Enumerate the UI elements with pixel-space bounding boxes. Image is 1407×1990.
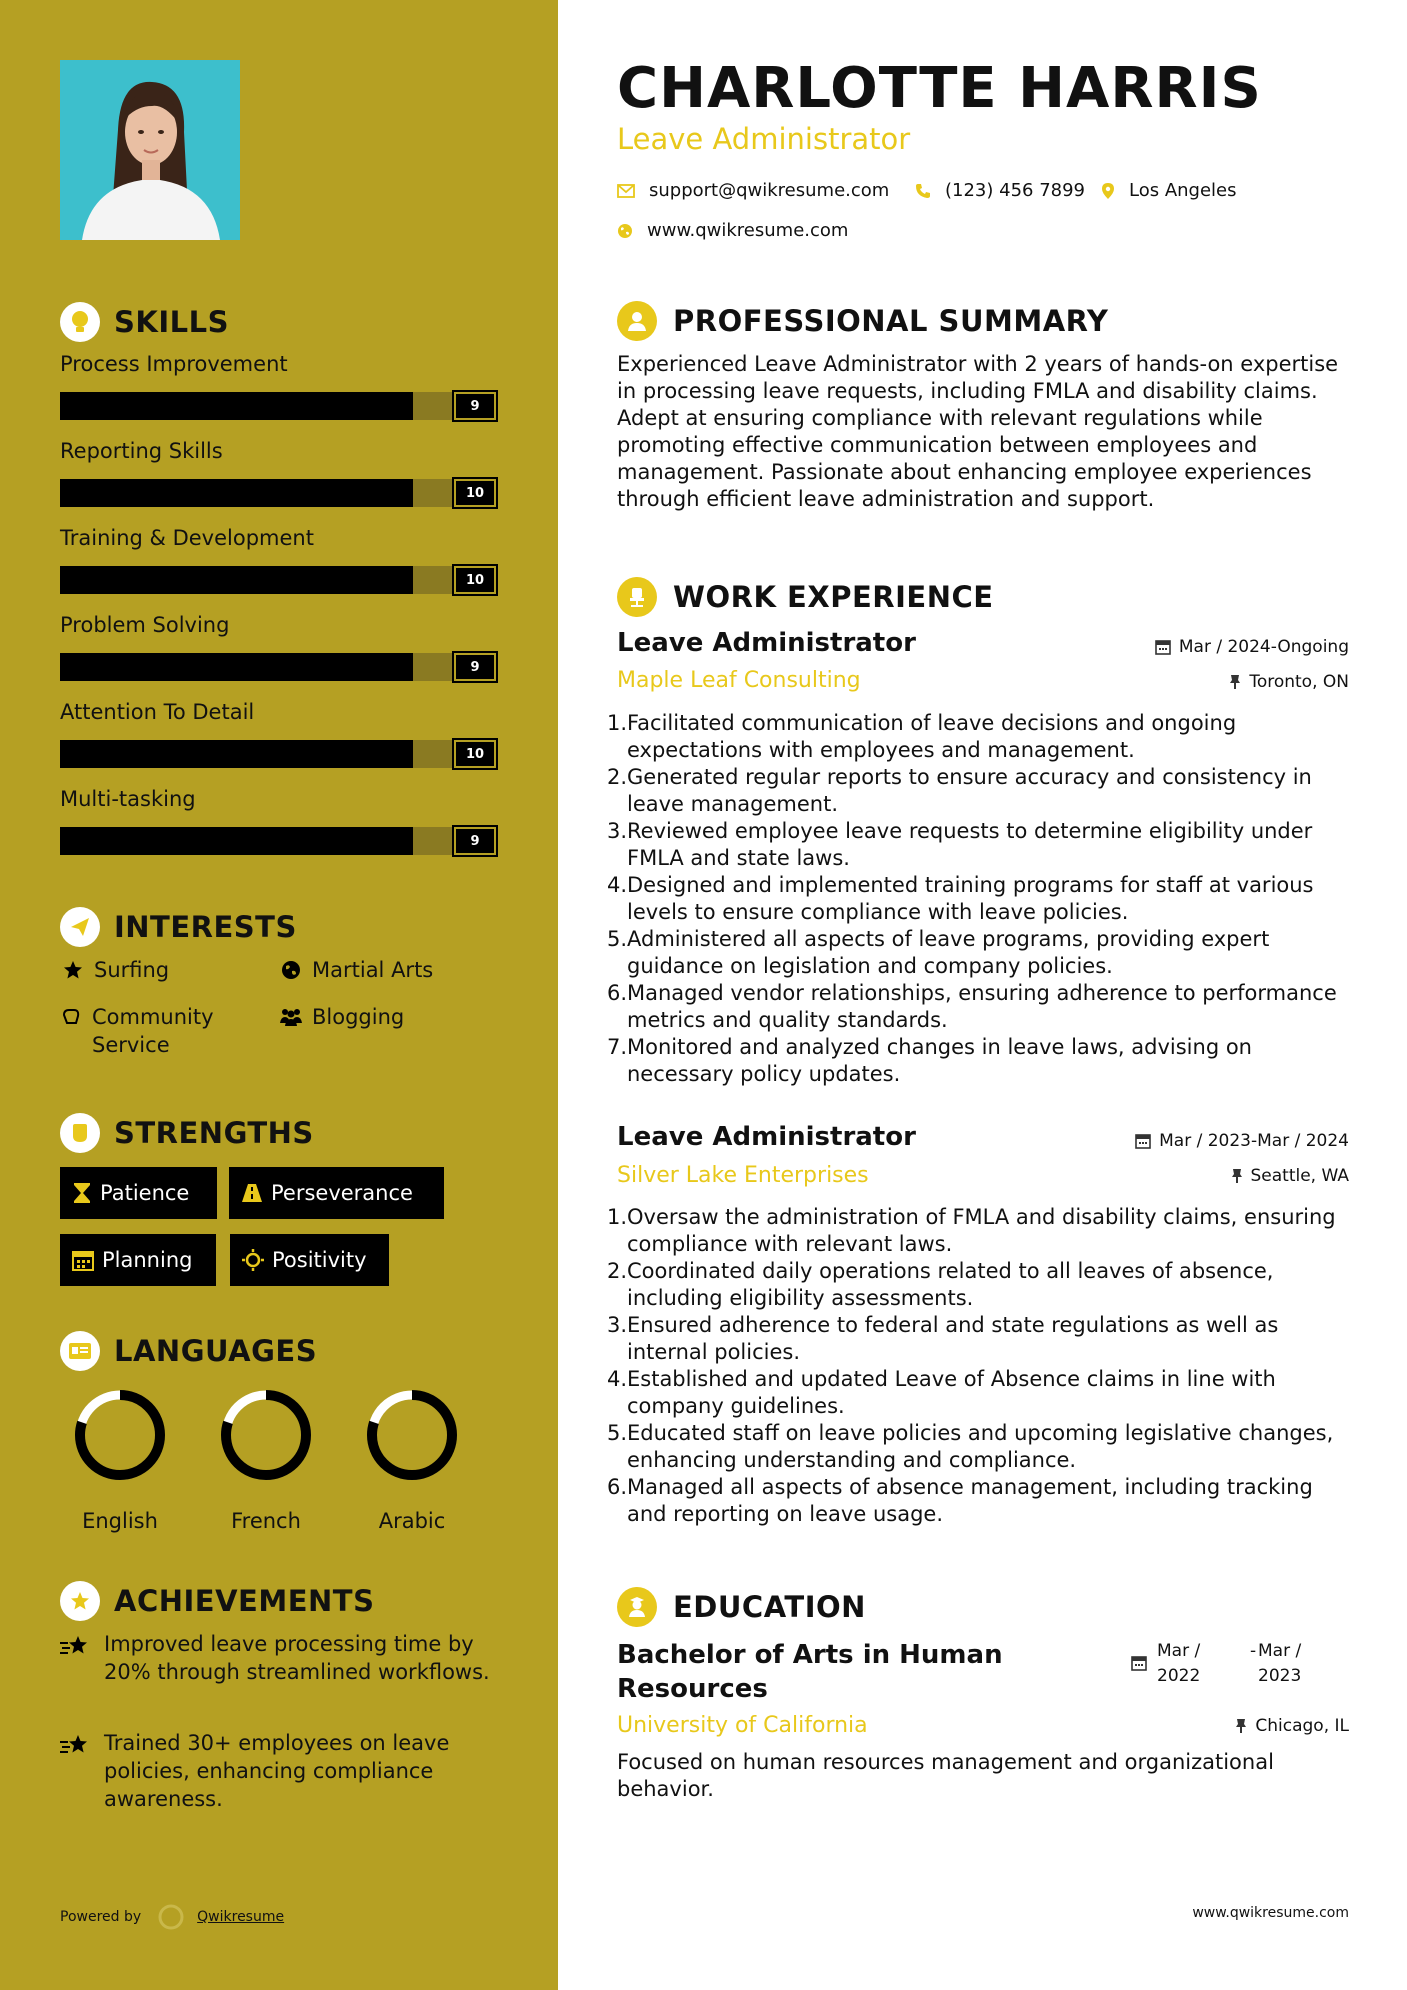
summary-heading (617, 301, 1108, 341)
job-bullet (607, 1366, 1357, 1420)
language-label: Arabic (378, 1509, 446, 1533)
languages-title: LANGUAGES (114, 1334, 318, 1368)
bullet-number: 5. (607, 1421, 628, 1445)
bullet-text: Coordinated daily operations related to all leaves of absence, including eligibility assessments. (627, 1259, 1274, 1310)
bullet-text: Generated regular reports to ensure accuracy and consistency in leave management. (627, 765, 1312, 816)
education-location-text: Chicago, IL (1255, 1716, 1349, 1736)
bullet-number: 4. (607, 873, 628, 897)
job-location-text: Seattle, WA (1250, 1166, 1349, 1186)
skill-bar-fill (60, 827, 413, 855)
bullet-text: Designed and implemented training programs for staff at various levels to ensure compliance with leave policies. (627, 873, 1314, 924)
education-end-date (1258, 1639, 1301, 1689)
education-end-dash: - (1250, 1641, 1257, 1661)
bullet-number: 5. (607, 927, 628, 951)
candidate-name: CHARLOTTE HARRIS (617, 56, 1262, 121)
hand-icon (58, 1003, 84, 1027)
interest-item (278, 956, 433, 984)
job-date-text: Mar / 2024-Ongoing (1178, 637, 1349, 657)
end-month: Mar / (1258, 1641, 1302, 1661)
job-bullets (607, 710, 1357, 1088)
job-bullet (607, 1258, 1357, 1312)
summary-title: PROFESSIONAL SUMMARY (673, 304, 1109, 338)
job-location (1229, 672, 1349, 692)
interest-label: Martial Arts (312, 958, 434, 982)
bullet-number: 6. (607, 1475, 628, 1499)
job-bullet (607, 1204, 1357, 1258)
fist-icon (60, 1113, 100, 1153)
strength-badge (229, 1167, 444, 1219)
bullet-text: Monitored and analyzed changes in leave laws, advising on necessary policy updates. (627, 1035, 1252, 1086)
strengths-heading (60, 1113, 314, 1153)
skill-name: Attention To Detail (60, 700, 255, 724)
job-bullet (607, 872, 1357, 926)
education-description: Focused on human resources management and organizational behavior. (617, 1750, 1274, 1801)
job-bullet (607, 1420, 1357, 1474)
skill-bar-fill (60, 653, 413, 681)
end-year: 2023 (1258, 1666, 1302, 1686)
email-text: support@qwikresume.com (649, 180, 890, 201)
bullet-text: Educated staff on leave policies and upcoming legislative changes, enhancing understanding and compliance. (627, 1421, 1334, 1472)
skill-level-badge: 9 (454, 653, 496, 681)
bullet-number: 6. (607, 981, 628, 1005)
job-bullet (607, 1312, 1357, 1366)
pushpin-icon (1231, 1168, 1243, 1184)
qwikresume-logo-icon (157, 1903, 185, 1931)
phone-text: (123) 456 7899 (945, 180, 1086, 201)
strength-badge (230, 1234, 389, 1286)
footer-url[interactable]: www.qwikresume.com (1192, 1905, 1349, 1921)
id-card-icon (60, 1331, 100, 1371)
bullet-number: 7. (607, 1035, 628, 1059)
skill-bar (60, 740, 496, 768)
skill-bar (60, 479, 496, 507)
skill-level-badge: 10 (454, 479, 496, 507)
degree-line: Resources (617, 1674, 768, 1704)
job-bullet (607, 764, 1357, 818)
skill-bar (60, 392, 496, 420)
achievements-title: ACHIEVEMENTS (114, 1584, 375, 1618)
strength-badge (60, 1234, 216, 1286)
achievement-item (60, 1729, 500, 1813)
shooting-star-icon (60, 1630, 94, 1686)
job-title: Leave Administrator (617, 628, 916, 658)
achievement-item (60, 1630, 500, 1686)
company-name: Maple Leaf Consulting (617, 668, 861, 693)
skill-name: Problem Solving (60, 613, 230, 637)
job-bullet (607, 980, 1357, 1034)
interest-label: Blogging (312, 1005, 405, 1029)
calendar-icon (72, 1249, 94, 1271)
bullet-number: 3. (607, 1313, 628, 1337)
language-ring (216, 1385, 316, 1485)
languages-heading (60, 1331, 317, 1371)
location-text: Los Angeles (1129, 180, 1237, 201)
language-label: French (231, 1509, 301, 1533)
map-pin-icon (1101, 182, 1115, 200)
strengths-title: STRENGTHS (114, 1116, 314, 1150)
bullet-number: 2. (607, 1259, 628, 1283)
skill-level-badge: 10 (454, 566, 496, 594)
job-bullet (607, 1034, 1357, 1088)
strength-label: Positivity (272, 1248, 367, 1272)
sidebar (0, 0, 558, 1990)
contact-location (1101, 180, 1237, 201)
company-name: Silver Lake Enterprises (617, 1163, 869, 1188)
job-date (1155, 637, 1349, 657)
shooting-star-icon (60, 1729, 94, 1813)
bullet-text: Established and updated Leave of Absence claims in line with company guidelines. (627, 1367, 1276, 1418)
degree-line: Bachelor of Arts in Human (617, 1640, 1003, 1670)
language-label: English (82, 1509, 158, 1533)
powered-by (60, 1903, 284, 1931)
phone-icon (915, 183, 931, 199)
road-icon (241, 1183, 263, 1203)
bullet-text: Managed all aspects of absence management, including tracking and reporting on leave usage. (627, 1475, 1313, 1526)
achievement-text: Trained 30+ employees on leave policies, enhancing compliance awareness. (104, 1731, 450, 1811)
skill-bar-fill (60, 392, 413, 420)
job-bullet (607, 710, 1357, 764)
language-item (60, 1385, 180, 1533)
contact-website[interactable] (617, 220, 848, 241)
degree-title (617, 1638, 1003, 1706)
skill-bar-fill (60, 740, 413, 768)
trophy-star-icon (60, 1581, 100, 1621)
skill-bar (60, 653, 496, 681)
skill-bar-fill (60, 566, 413, 594)
job-location (1231, 1166, 1350, 1186)
skill-name: Process Improvement (60, 352, 288, 376)
qwikresume-link[interactable]: Qwikresume (197, 1909, 285, 1925)
strength-label: Perseverance (271, 1181, 413, 1205)
interest-label: Community Service (92, 1005, 214, 1057)
pushpin-icon (1235, 1718, 1247, 1734)
language-item (206, 1385, 326, 1533)
interest-label: Surfing (94, 958, 170, 982)
office-chair-icon (617, 577, 657, 617)
education-heading (617, 1587, 866, 1627)
globe-icon (278, 956, 304, 980)
interest-item (60, 956, 169, 984)
skill-bar-fill (60, 479, 413, 507)
job-bullet (607, 1474, 1357, 1528)
skill-name: Reporting Skills (60, 439, 223, 463)
school-name: University of California (617, 1713, 868, 1738)
skills-heading (60, 302, 229, 342)
interest-item (278, 1003, 404, 1031)
bullet-text: Oversaw the administration of FMLA and disability claims, ensuring compliance with relevant laws. (627, 1205, 1336, 1256)
profile-photo (60, 60, 240, 240)
start-year: 2022 (1157, 1666, 1201, 1686)
envelope-icon (617, 184, 635, 198)
bullet-number: 3. (607, 819, 628, 843)
job-location-text: Toronto, ON (1249, 672, 1349, 692)
bullet-number: 1. (607, 1205, 628, 1229)
skills-title: SKILLS (114, 305, 229, 339)
star-icon (60, 956, 86, 980)
paper-plane-icon (60, 907, 100, 947)
hourglass-icon (72, 1182, 92, 1204)
bullet-text: Reviewed employee leave requests to determine eligibility under FMLA and state laws. (627, 819, 1313, 870)
sun-icon (242, 1249, 264, 1271)
calendar-icon (1131, 1655, 1147, 1671)
strength-badge (60, 1167, 217, 1219)
candidate-role: Leave Administrator (617, 122, 911, 156)
education-location (1235, 1716, 1349, 1736)
job-date (1135, 1131, 1349, 1151)
calendar-icon (1155, 639, 1171, 655)
strength-label: Patience (100, 1181, 190, 1205)
summary-text: Experienced Leave Administrator with 2 years of hands-on expertise in processing leave requests, including FMLA and disability claims. Adept at ensuring compliance with relevant regulations while promoting effective communication between employees and management. Passionate about enhancing employee experiences through efficient leave administration and support. (617, 352, 1339, 511)
experience-title: WORK EXPERIENCE (673, 580, 994, 614)
graduate-icon (617, 1587, 657, 1627)
bullet-text: Ensured adherence to federal and state regulations as well as internal policies. (627, 1313, 1279, 1364)
strength-label: Planning (102, 1248, 193, 1272)
education-title: EDUCATION (673, 1590, 866, 1624)
powered-by-label: Powered by (60, 1909, 142, 1925)
language-ring (362, 1385, 462, 1485)
bullet-text: Managed vendor relationships, ensuring adherence to performance metrics and quality standards. (627, 981, 1337, 1032)
skill-bar (60, 566, 496, 594)
achievement-text: Improved leave processing time by 20% through streamlined workflows. (104, 1632, 490, 1684)
education-start-date (1157, 1639, 1200, 1689)
skill-name: Training & Development (60, 526, 314, 550)
interest-item (58, 1003, 258, 1059)
job-bullet (607, 818, 1357, 872)
job-bullet (607, 926, 1357, 980)
experience-heading (617, 577, 994, 617)
skill-name: Multi-tasking (60, 787, 196, 811)
pushpin-icon (1229, 674, 1241, 690)
user-icon (617, 301, 657, 341)
job-bullets (607, 1204, 1357, 1528)
achievements-heading (60, 1581, 374, 1621)
bullet-number: 1. (607, 711, 628, 735)
language-ring (70, 1385, 170, 1485)
calendar-icon (1135, 1133, 1151, 1149)
users-icon (278, 1003, 304, 1027)
skill-level-badge: 10 (454, 740, 496, 768)
skill-level-badge: 9 (454, 827, 496, 855)
start-month: Mar / (1157, 1641, 1201, 1661)
bullet-text: Facilitated communication of leave decisions and ongoing expectations with employees and management. (627, 711, 1237, 762)
interests-heading (60, 907, 297, 947)
bullet-text: Administered all aspects of leave programs, providing expert guidance on legislation and company policies. (627, 927, 1270, 978)
bullet-number: 4. (607, 1367, 628, 1391)
lightbulb-icon (60, 302, 100, 342)
contact-email[interactable] (617, 180, 889, 201)
skill-bar (60, 827, 496, 855)
job-title: Leave Administrator (617, 1122, 916, 1152)
language-item (352, 1385, 472, 1533)
contact-phone[interactable] (915, 180, 1085, 201)
job-date-text: Mar / 2023-Mar / 2024 (1159, 1131, 1349, 1151)
interests-title: INTERESTS (114, 910, 297, 944)
skill-level-badge: 9 (454, 392, 496, 420)
globe-icon (617, 223, 633, 239)
website-text: www.qwikresume.com (647, 220, 849, 241)
bullet-number: 2. (607, 765, 628, 789)
